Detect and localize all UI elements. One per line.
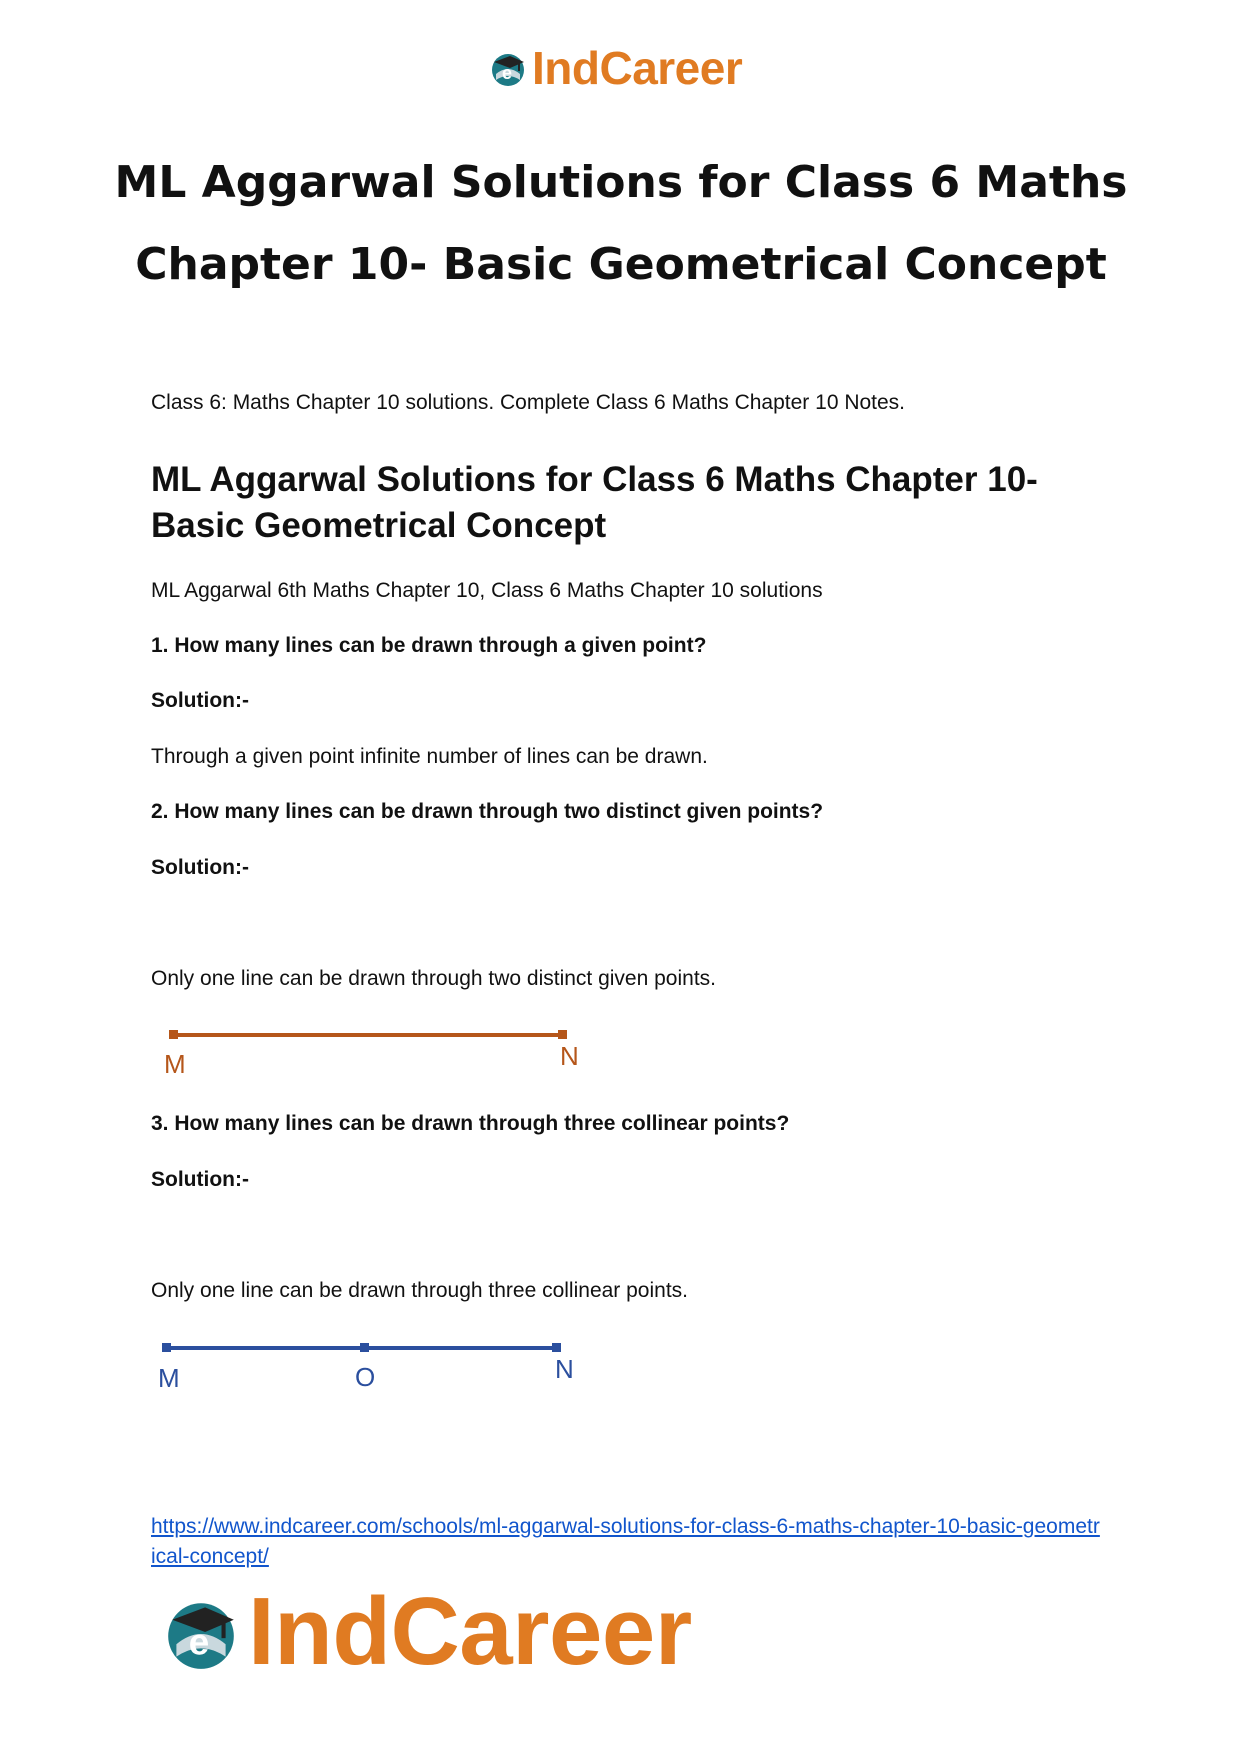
point-n-label: N: [555, 1354, 574, 1384]
page-title: [100, 142, 1142, 306]
section-heading: ML Aggarwal Solutions for Class 6 Maths Chapter 10- Basic Geometrical Concept: [151, 460, 1038, 545]
question-1: 1. How many lines can be drawn through a given point?: [151, 634, 707, 657]
graduation-globe-icon: [488, 48, 528, 88]
svg-text:e: e: [188, 1621, 210, 1663]
point-m-marker: [162, 1343, 171, 1352]
solution-label-3: Solution:-: [151, 1168, 249, 1191]
page-title-line1: ML Aggarwal Solutions for Class 6 Maths: [114, 157, 1128, 208]
solution-label-1: Solution:-: [151, 689, 249, 712]
svg-text:e: e: [502, 63, 513, 83]
footer-logo-text: IndCareer: [248, 1578, 692, 1685]
page-title-line2: Chapter 10- Basic Geometrical Concept: [135, 239, 1107, 290]
answer-2: Only one line can be drawn through two distinct given points.: [151, 967, 717, 990]
point-n-marker: [552, 1343, 561, 1352]
point-m-label: M: [158, 1363, 180, 1392]
header-logo[interactable]: [488, 42, 742, 94]
graduation-globe-icon: [160, 1591, 242, 1673]
collinear-points-mon-figure: [150, 1332, 610, 1392]
point-o-label: O: [355, 1362, 376, 1392]
point-o-marker: [360, 1343, 369, 1352]
header-logo-text: IndCareer: [532, 42, 743, 94]
line-segment-mn-figure: [150, 1020, 610, 1080]
point-m-marker: [169, 1030, 178, 1039]
footer-logo[interactable]: [160, 1578, 692, 1685]
answer-3: Only one line can be drawn through three collinear points.: [151, 1279, 688, 1302]
subtitle-text: ML Aggarwal 6th Maths Chapter 10, Class 6 Maths Chapter 10 solutions: [151, 579, 823, 602]
point-n-marker: [558, 1030, 567, 1039]
question-3: 3. How many lines can be drawn through three collinear points?: [151, 1112, 790, 1135]
source-url-link[interactable]: https://www.indcareer.com/schools/ml-aggarwal-solutions-for-class-6-maths-chapter-10-basic-geometrical-concept/: [151, 1515, 1100, 1568]
solution-label-2: Solution:-: [151, 856, 249, 879]
intro-text: Class 6: Maths Chapter 10 solutions. Complete Class 6 Maths Chapter 10 Notes.: [151, 391, 906, 414]
answer-1: Through a given point infinite number of lines can be drawn.: [151, 745, 708, 768]
point-m-label: M: [164, 1049, 186, 1079]
point-n-label: N: [560, 1041, 579, 1071]
question-2: 2. How many lines can be drawn through two distinct given points?: [151, 800, 824, 823]
